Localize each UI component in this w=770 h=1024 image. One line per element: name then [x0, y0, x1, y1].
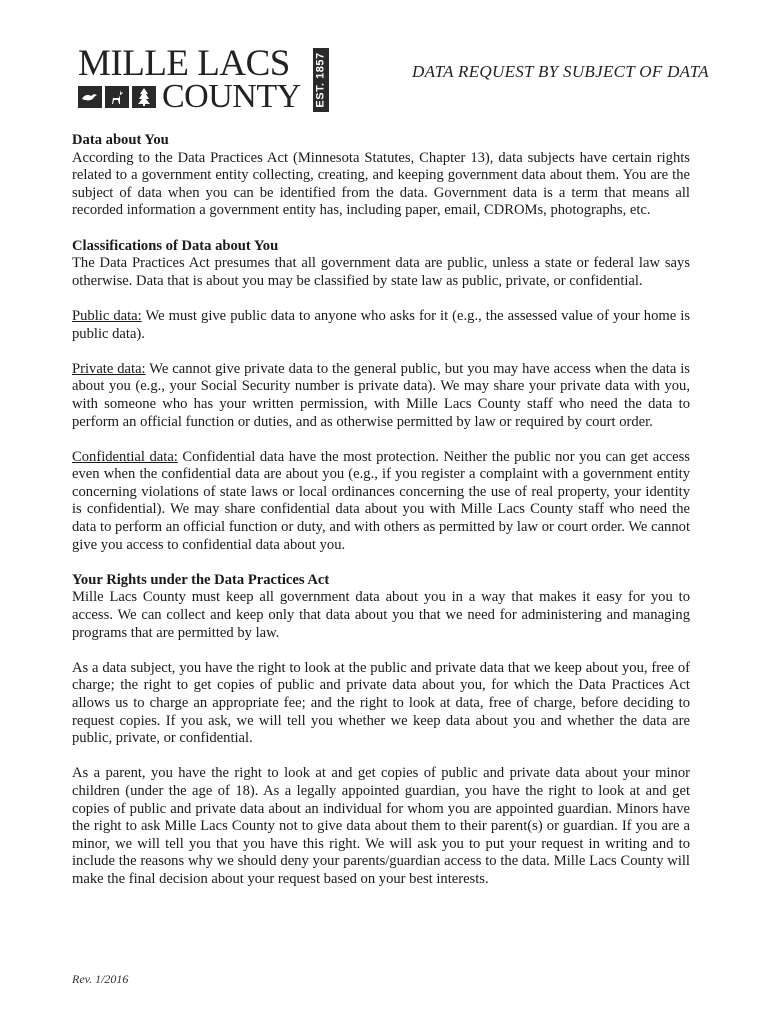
definition-private-data: [72, 361, 690, 431]
definition-text: We cannot give private data to the general public, but you may have access when the data is about you (e.g., your Social Security number is private data). We may share your private data with you, with someone who has your written permission, with Mille Lacs County staff who need the data to perform an official function or duties, and as otherwise permitted by law or required by court order.: [72, 360, 690, 430]
section-heading-your-rights: Your Rights under the Data Practices Act: [72, 571, 330, 588]
definition-text: We must give public data to anyone who asks for it (e.g., the assessed value of your home is public data).: [72, 307, 690, 342]
definition-term: Public data:: [72, 307, 142, 324]
mille-lacs-county-logo: [78, 43, 330, 116]
definition-text: Confidential data have the most protection. Neither the public nor you can get access even when the confidential data are about you (e.g., if you register a complaint with a government entity concerning violations of state laws or local ordinances concerning the use of real property, your identity is confidential). We may share confidential data about you with Mille Lacs County staff who need the data to perform an official function or duty, and with others as permitted by law or court order. We cannot give you access to confidential data about you.: [72, 448, 690, 553]
logo-established-text: EST. 1857: [315, 52, 328, 108]
logo-text-line2: COUNTY: [162, 78, 301, 115]
loon-icon: [78, 86, 102, 108]
logo-row2: [78, 78, 301, 115]
logo-text-line1: MILLE LACS: [78, 43, 290, 84]
revision-footer: Rev. 1/2016: [72, 972, 129, 986]
paragraph: As a data subject, you have the right to look at the public and private data that we keep about you, free of charge; the right to get copies of public and private data about you, for which the Data Practices Act allows us to charge an appropriate fee; and the right to look at data, free of charge, before deciding to request copies. If you ask, we will tell you whether we keep data about you and whether the data are public, private, or confidential.: [72, 659, 690, 747]
definition-term: Private data:: [72, 360, 146, 377]
document-body: [72, 132, 690, 906]
form-title: DATA REQUEST BY SUBJECT OF DATA: [412, 62, 709, 81]
section-heading-data-about-you: Data about You: [72, 132, 169, 148]
definition-public-data: [72, 308, 690, 343]
definition-term: Confidential data:: [72, 448, 178, 465]
definition-confidential-data: [72, 449, 690, 555]
pine-tree-icon: [132, 86, 156, 108]
paragraph: Mille Lacs County must keep all government data about you in a way that makes it easy for you to access. We can collect and keep only that data about you that we need for administering and managing programs that are permitted by law.: [72, 589, 690, 641]
paragraph: As a parent, you have the right to look at and get copies of public and private data about your minor children (under the age of 18). As a legally appointed guardian, you have the right to look at and get copies of public and private data about an individual for whom you are appointed guardian. Minors have the right to ask Mille Lacs County not to give data about them to their parent(s) or guardian. If you are a minor, we will tell you that you have this right. We will ask you to put your request in writing and to include the reasons why we should deny your parents/guardian access to the data. Mille Lacs County will make the final decision about your request based on your best interests.: [72, 765, 690, 887]
deer-icon: [105, 86, 129, 108]
logo-established-badge: [313, 48, 329, 112]
paragraph: According to the Data Practices Act (Minnesota Statutes, Chapter 13), data subjects have certain rights related to a government entity collecting, creating, and keeping government data about them. You are the subject of data when you can be identified from the data. Government data is a term that means all recorded information a government entity has, including paper, email, CDROMs, photographs, etc.: [72, 149, 690, 219]
paragraph: The Data Practices Act presumes that all government data are public, unless a state or federal law says otherwise. Data that is about you may be classified by state law as public, private, or confidential.: [72, 255, 690, 289]
section-heading-classifications: Classifications of Data about You: [72, 237, 279, 254]
